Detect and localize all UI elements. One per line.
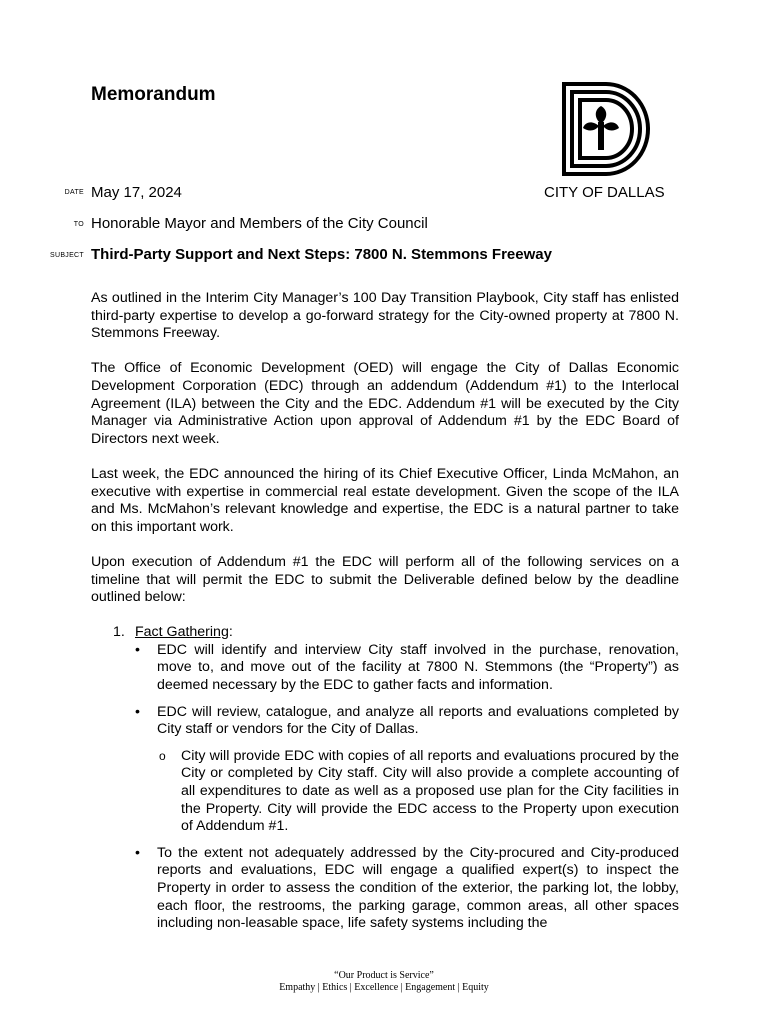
paragraph-services: Upon execution of Addendum #1 the EDC will perform all of the following services on a timeline that will permit the EDC to submit the Deliverable defined below by the deadline outlined below:: [91, 553, 679, 606]
city-of-dallas-logo: [562, 82, 650, 176]
subject-value: Third-Party Support and Next Steps: 7800 N. Stemmons Freeway: [91, 246, 552, 263]
list-number: 1.: [113, 624, 125, 641]
memo-title: Memorandum: [91, 84, 216, 105]
paragraph-oed: The Office of Economic Development (OED) will engage the City of Dallas Economic Development Corporation (EDC) through an addendum (Addendum #1) to the Interlocal Agreement (ILA) between the City and the EDC. Addendum #1 will be executed by the City Manager via Administrative Action upon approval of Addendum #1 by the EDC Board of Directors next week.: [91, 360, 679, 447]
bullet-text: To the extent not adequately addressed by the City-procured and City-produced reports and evaluations, EDC will engage a qualified expert(s) to inspect the Property in order to assess the condition of the exterior, the parking lot, the lobby, each floor, the restrooms, the parking garage, common areas, all other spaces including non-leasable space, life safety systems including the: [157, 844, 679, 932]
to-label: TO: [73, 221, 84, 228]
footer-values: Empathy | Ethics | Excellence | Engagement | Equity: [279, 982, 489, 993]
paragraph-edc-ceo: Last week, the EDC announced the hiring of its Chief Executive Officer, Linda McMahon, an executive with expertise in commercial real estate development. Given the scope of the ILA and Ms. McMahon’s relevant knowledge and expertise, the EDC is a natural partner to take on this important work.: [91, 465, 679, 535]
city-name: CITY OF DALLAS: [544, 184, 665, 201]
footer-motto: “Our Product is Service”: [334, 970, 434, 981]
sub-bullet-icon: o: [159, 748, 166, 763]
bullet-text: EDC will identify and interview City staff involved in the purchase, renovation, move to, and move out of the facility at 7800 N. Stemmons (the “Property”) as deemed necessary by the EDC to gather facts and information.: [157, 641, 679, 694]
bullet-icon: •: [135, 641, 140, 658]
sub-bullet-item: [91, 748, 679, 836]
bullet-icon: •: [135, 844, 140, 861]
list-heading-colon: :: [228, 624, 233, 641]
bullet-item: [91, 845, 679, 933]
bullet-item: [91, 642, 679, 695]
bullet-item: [91, 704, 679, 739]
sub-bullet-text: City will provide EDC with copies of all reports and evaluations procured by the City or completed by City staff. City will also provide a complete accounting of all expenditures to date as well as a proposed use plan for the City facilities in the Property. City will provide the EDC access to the Property upon execution of Addendum #1.: [181, 747, 679, 835]
memo-body: [91, 290, 679, 942]
list-item-fact-gathering: [91, 624, 679, 642]
page-footer: [0, 970, 768, 994]
date-label: DATE: [64, 189, 84, 196]
subject-label: SUBJECT: [50, 252, 84, 259]
date-value: May 17, 2024: [91, 184, 182, 201]
list-heading: Fact Gathering: [135, 624, 229, 641]
bullet-icon: •: [135, 703, 140, 720]
to-value: Honorable Mayor and Members of the City Council: [91, 215, 428, 232]
paragraph-intro: As outlined in the Interim City Manager’s 100 Day Transition Playbook, City staff has enlisted third-party expertise to develop a go-forward strategy for the City-owned property at 7800 N. Stemmons Freeway.: [91, 290, 679, 342]
bullet-text: EDC will review, catalogue, and analyze all reports and evaluations completed by City staff or vendors for the City of Dallas.: [157, 703, 679, 738]
